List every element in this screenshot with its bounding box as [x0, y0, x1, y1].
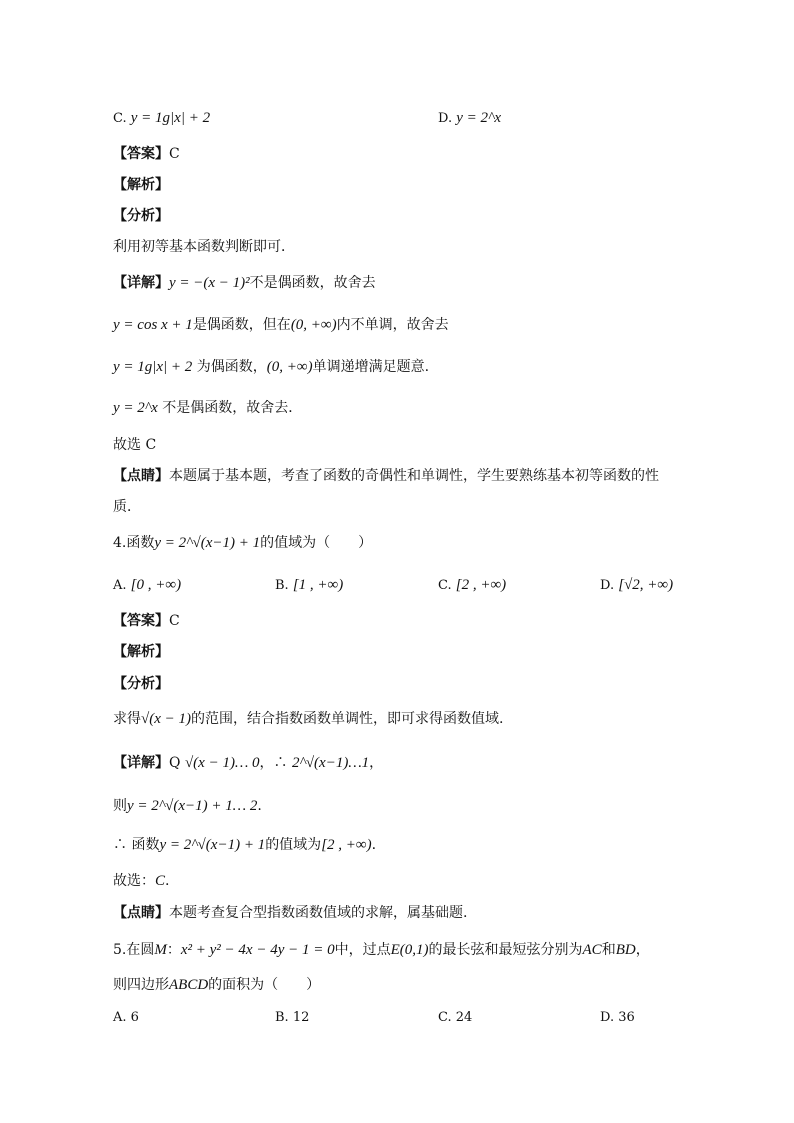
q5-stem-line2-b: 的面积为（ ）: [208, 977, 321, 993]
q3-option-c: [113, 108, 210, 129]
q3-dianjing-1: [113, 466, 659, 486]
q4-option-d-value: [√2, +∞): [618, 577, 674, 593]
q4-detail-1-end: ，: [369, 755, 384, 771]
q4-detail-1-q: Q: [169, 755, 181, 771]
q4-answer-value: C: [169, 613, 180, 629]
q4-detail-2-expr: y = 2^√(x−1) + 1… 2: [127, 798, 258, 814]
q3-option-d-expr: y = 2^x: [456, 110, 501, 126]
q4-stem-b: 的值域为（ ）: [260, 535, 373, 551]
q4-detail-1-sep: ，∴: [259, 755, 288, 771]
q5-quad: ABCD: [169, 977, 209, 993]
q5-stem-line2-a: 则四边形: [113, 977, 169, 993]
q5-stem-colon: ：: [166, 942, 181, 958]
q5-option-d-label: D.: [600, 1010, 615, 1025]
q4-dianjing-tag: 【点睛】: [113, 905, 169, 921]
q4-detail-3-b: 的值域为: [265, 837, 322, 853]
q4-analysis-tag: 【解析】: [113, 644, 169, 660]
q3-detail-4-text: 不是偶函数，故舍去．: [162, 400, 303, 416]
q5-chord-2: BD: [615, 942, 636, 958]
q4-option-d-label: D.: [600, 578, 615, 593]
q4-option-a-value: [0 , +∞): [130, 577, 182, 593]
q4-choose: [113, 871, 169, 891]
q3-dianjing-text-1: 本题属于基本题，考查了函数的奇偶性和单调性，学生要熟练基本初等函数的性: [169, 468, 659, 484]
q5-option-a-label: A.: [113, 1010, 127, 1025]
q4-option-d: [600, 575, 673, 596]
q3-detail-4-expr: y = 2^x: [113, 400, 158, 416]
q5-option-c: [438, 1008, 472, 1028]
q4-stem-expr: y = 2^√(x−1) + 1: [154, 535, 261, 551]
q4-option-b-value: [1 , +∞): [292, 577, 344, 593]
q3-dianjing-2: 质．: [113, 499, 141, 515]
q4-detail-1-expr-a: √(x − 1)… 0: [184, 755, 260, 771]
q5-chord-1: AC: [582, 942, 602, 958]
q3-choose: 故选 C: [113, 437, 157, 453]
q4-answer: [113, 611, 180, 631]
q4-fenxi-a: 求得: [113, 711, 141, 727]
q3-detail-2: [113, 315, 449, 335]
q3-detail-1: [113, 273, 376, 293]
q3-fenxi-text: 利用初等基本函数判断即可．: [113, 239, 295, 255]
q5-option-a: [113, 1008, 139, 1028]
q3-detail-3: [113, 357, 429, 377]
q3-answer-value: C: [169, 146, 180, 162]
q3-detail-3-expr: y = 1g|x| + 2: [113, 359, 193, 375]
q4-stem-a: 4.函数: [113, 535, 155, 551]
q4-option-a-label: A.: [113, 578, 127, 593]
q5-option-b-value: 12: [292, 1010, 310, 1025]
q4-fenxi: [113, 709, 503, 729]
q4-detail-3-end: .: [371, 837, 377, 853]
q5-stem-a: 5.在圆: [113, 942, 155, 958]
q3-option-d-label: D.: [438, 111, 453, 126]
q4-detail-1: [113, 753, 383, 773]
q3-analysis-tag: 【解析】: [113, 177, 169, 193]
q4-detail-1-expr-b: 2^√(x−1)…1: [291, 755, 370, 771]
q5-option-d: [600, 1008, 635, 1028]
q4-detail-3: [113, 835, 376, 855]
q3-dianjing-tag: 【点睛】: [113, 468, 169, 484]
q3-option-c-label: C.: [113, 111, 127, 126]
q5-option-c-label: C.: [438, 1010, 452, 1025]
q3-detail-3-text-a: 为偶函数，: [196, 359, 267, 375]
q4-option-c: [438, 575, 506, 596]
q4-fenxi-tag: 【分析】: [113, 676, 169, 692]
q5-option-a-value: 6: [130, 1010, 139, 1025]
q4-detail-2-end: .: [257, 798, 262, 814]
q5-stem-b: 中，过点: [334, 942, 391, 958]
q4-detail-3-a: ∴ 函数: [113, 837, 160, 853]
q4-fenxi-expr: √(x − 1): [141, 711, 192, 727]
q5-option-c-value: 24: [455, 1010, 473, 1025]
q4-dianjing-text: 本题考查复合型指数函数值域的求解，属基础题.: [169, 905, 468, 921]
q3-detail-3-text-b: 单调递增满足题意.: [312, 359, 430, 375]
q4-detail-2-a: 则: [113, 798, 127, 814]
q3-detail-1-expr: y = −(x − 1)²: [169, 275, 250, 291]
q4-answer-tag: 【答案】: [113, 613, 169, 629]
q3-fenxi-tag: 【分析】: [113, 208, 169, 224]
q4-option-b: [275, 575, 343, 596]
q5-equation: x² + y² − 4x − 4y − 1 = 0: [180, 942, 335, 958]
q4-choose-text: 故选：: [113, 873, 155, 889]
q4-option-c-label: C.: [438, 578, 452, 593]
q4-dianjing: [113, 903, 467, 923]
q3-detail-2-text-a: 是偶函数，但在: [192, 317, 291, 333]
q5-stem-end: ，: [635, 942, 650, 958]
q4-option-a: [113, 575, 181, 596]
q5-option-d-value: 36: [618, 1010, 635, 1025]
q5-point: E(0,1): [390, 942, 429, 958]
q4-detail-3-expr: y = 2^√(x−1) + 1: [159, 837, 266, 853]
q3-detail-1-text: 不是偶函数，故舍去: [249, 275, 376, 291]
q4-detail-tag: 【详解】: [113, 755, 169, 771]
q5-option-b-label: B.: [275, 1010, 289, 1025]
q5-circle-name: M: [154, 942, 167, 958]
q3-option-c-expr: y = 1g|x| + 2: [130, 110, 211, 126]
q4-detail-2: [113, 796, 262, 816]
q3-detail-2-text-b: 内不单调，故舍去: [336, 317, 449, 333]
q3-detail-3-interval: (0, +∞): [266, 359, 313, 375]
q4-choose-value: C: [155, 873, 166, 889]
q5-stem-line-1: [113, 940, 650, 960]
q4-stem: [113, 533, 372, 553]
q5-stem-and: 和: [601, 942, 616, 958]
q4-option-b-label: B.: [275, 578, 289, 593]
q3-option-d: [438, 108, 501, 129]
q3-detail-tag: 【详解】: [113, 275, 169, 291]
q4-option-c-value: [2 , +∞): [455, 577, 507, 593]
q3-detail-2-interval: (0, +∞): [290, 317, 337, 333]
q4-fenxi-b: 的范围，结合指数函数单调性，即可求得函数值域.: [191, 711, 504, 727]
q5-option-b: [275, 1008, 309, 1028]
q4-choose-end: .: [165, 873, 170, 889]
q5-stem-c: 的最长弦和最短弦分别为: [428, 942, 583, 958]
q5-stem-line-2: [113, 975, 320, 995]
q3-detail-2-expr: y = cos x + 1: [113, 317, 193, 333]
q3-answer: [113, 144, 180, 164]
q3-detail-4: [113, 398, 302, 418]
q4-detail-3-interval: [2 , +∞): [321, 837, 372, 853]
q3-answer-tag: 【答案】: [113, 146, 169, 162]
